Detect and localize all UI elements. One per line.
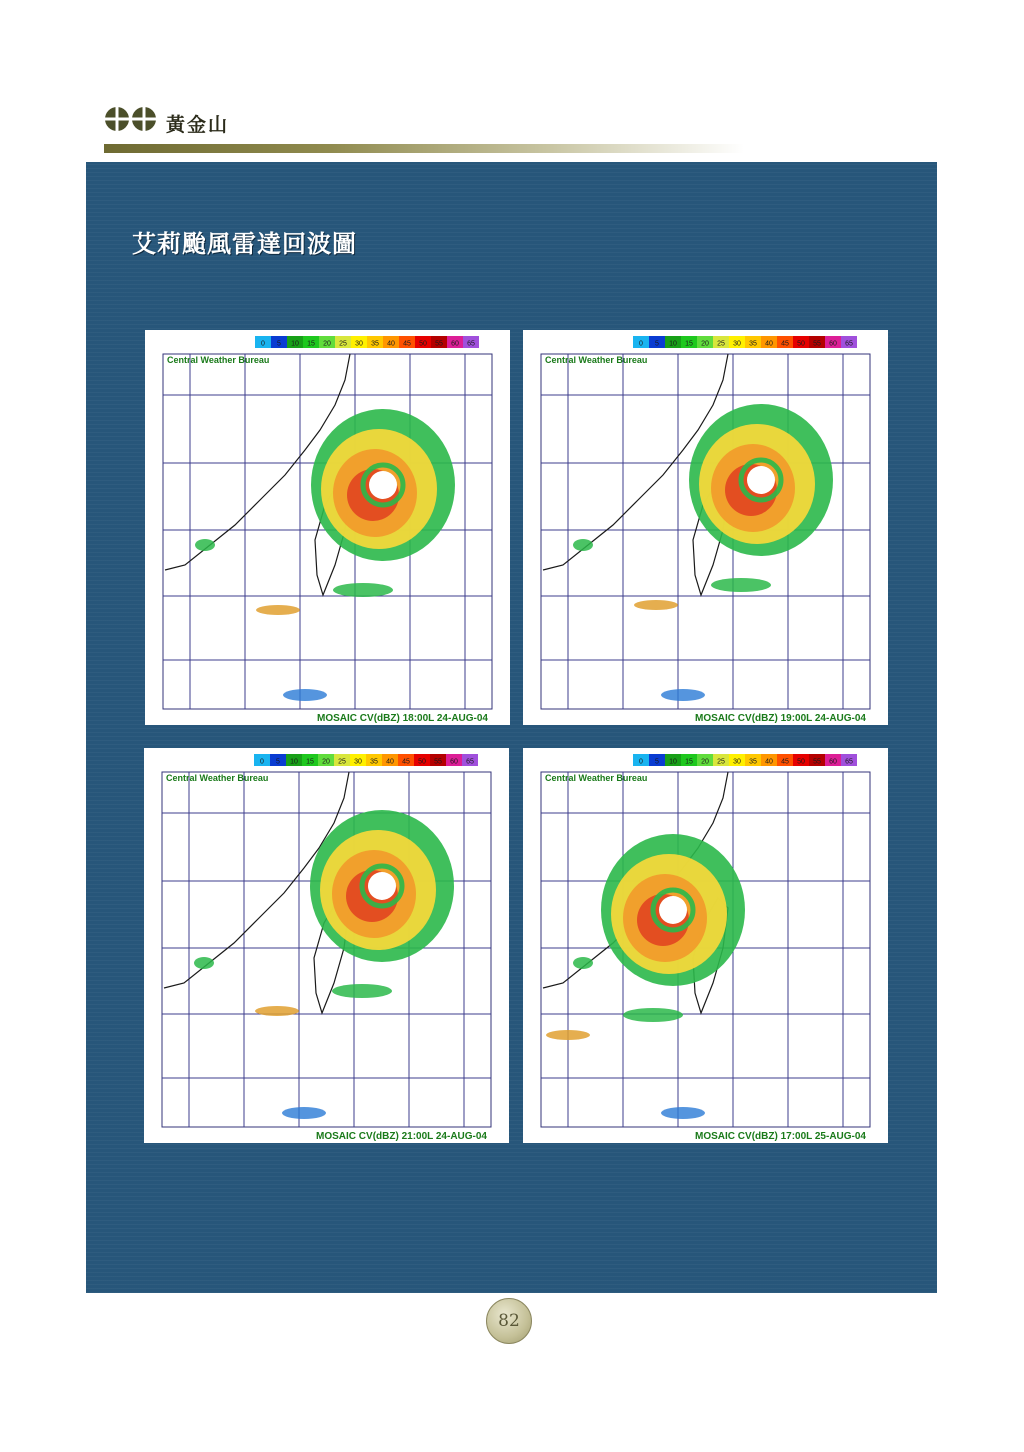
radar-caption: MOSAIC CV(dBZ) 19:00L 24-AUG-04 (695, 713, 866, 724)
legend-label: 55 (435, 340, 443, 348)
legend-label: 15 (685, 758, 693, 766)
radar-image-2 (523, 330, 888, 725)
legend-label: 15 (685, 340, 693, 348)
legend-label: 30 (355, 340, 363, 348)
storm-echo (689, 404, 833, 556)
legend-label: 20 (323, 340, 331, 348)
legend-label: 65 (467, 340, 475, 348)
legend-label: 0 (639, 340, 643, 348)
legend-label: 65 (845, 758, 853, 766)
legend-label: 40 (386, 758, 394, 766)
agency-label: Central Weather Bureau (167, 355, 270, 365)
legend-label: 25 (717, 758, 725, 766)
legend-label: 0 (261, 340, 265, 348)
legend-label: 25 (717, 340, 725, 348)
legend-label: 35 (749, 758, 757, 766)
legend-label: 60 (829, 340, 837, 348)
legend-label: 55 (813, 340, 821, 348)
legend-label: 25 (339, 340, 347, 348)
logo-icon (104, 106, 158, 134)
legend-label: 5 (655, 758, 659, 766)
legend-label: 0 (260, 758, 264, 766)
legend-label: 30 (733, 758, 741, 766)
legend-label: 0 (639, 758, 643, 766)
legend-label: 20 (701, 340, 709, 348)
legend-label: 45 (402, 758, 410, 766)
legend-label: 5 (655, 340, 659, 348)
legend-label: 20 (701, 758, 709, 766)
legend-label: 50 (419, 340, 427, 348)
legend-label: 45 (781, 340, 789, 348)
radar-image-1 (145, 330, 510, 725)
dbz-legend (255, 336, 479, 348)
radar-image-4 (523, 748, 888, 1143)
legend-label: 40 (765, 340, 773, 348)
content-panel (86, 162, 937, 1293)
dbz-legend (254, 754, 478, 766)
legend-label: 10 (669, 340, 677, 348)
panel-title: 艾莉颱風雷達回波圖 (132, 230, 357, 258)
radar-image-3 (144, 748, 509, 1143)
dbz-legend (633, 336, 857, 348)
agency-label: Central Weather Bureau (166, 773, 269, 783)
legend-label: 35 (370, 758, 378, 766)
legend-label: 25 (338, 758, 346, 766)
storm-echo (310, 810, 454, 962)
legend-label: 65 (845, 340, 853, 348)
legend-label: 40 (387, 340, 395, 348)
legend-label: 60 (829, 758, 837, 766)
legend-label: 45 (403, 340, 411, 348)
legend-label: 50 (418, 758, 426, 766)
storm-echo (311, 409, 455, 561)
legend-label: 10 (669, 758, 677, 766)
legend-label: 15 (306, 758, 314, 766)
legend-label: 30 (733, 340, 741, 348)
radar-caption: MOSAIC CV(dBZ) 21:00L 24-AUG-04 (316, 1131, 487, 1142)
book-title: 黃金山 (166, 114, 230, 136)
legend-label: 40 (765, 758, 773, 766)
legend-label: 60 (450, 758, 458, 766)
agency-label: Central Weather Bureau (545, 773, 648, 783)
legend-label: 10 (291, 340, 299, 348)
legend-label: 55 (434, 758, 442, 766)
legend-label: 45 (781, 758, 789, 766)
legend-label: 10 (290, 758, 298, 766)
legend-label: 60 (451, 340, 459, 348)
page-header (104, 104, 764, 144)
radar-caption: MOSAIC CV(dBZ) 17:00L 25-AUG-04 (695, 1131, 866, 1142)
legend-label: 50 (797, 340, 805, 348)
legend-label: 5 (276, 758, 280, 766)
header-divider (104, 144, 744, 153)
page-number: 82 (486, 1298, 532, 1344)
legend-label: 15 (307, 340, 315, 348)
legend-label: 5 (277, 340, 281, 348)
agency-label: Central Weather Bureau (545, 355, 648, 365)
legend-label: 65 (466, 758, 474, 766)
legend-label: 35 (371, 340, 379, 348)
storm-echo (601, 834, 745, 986)
legend-label: 55 (813, 758, 821, 766)
radar-caption: MOSAIC CV(dBZ) 18:00L 24-AUG-04 (317, 713, 488, 724)
legend-label: 35 (749, 340, 757, 348)
dbz-legend (633, 754, 857, 766)
legend-label: 50 (797, 758, 805, 766)
legend-label: 20 (322, 758, 330, 766)
legend-label: 30 (354, 758, 362, 766)
